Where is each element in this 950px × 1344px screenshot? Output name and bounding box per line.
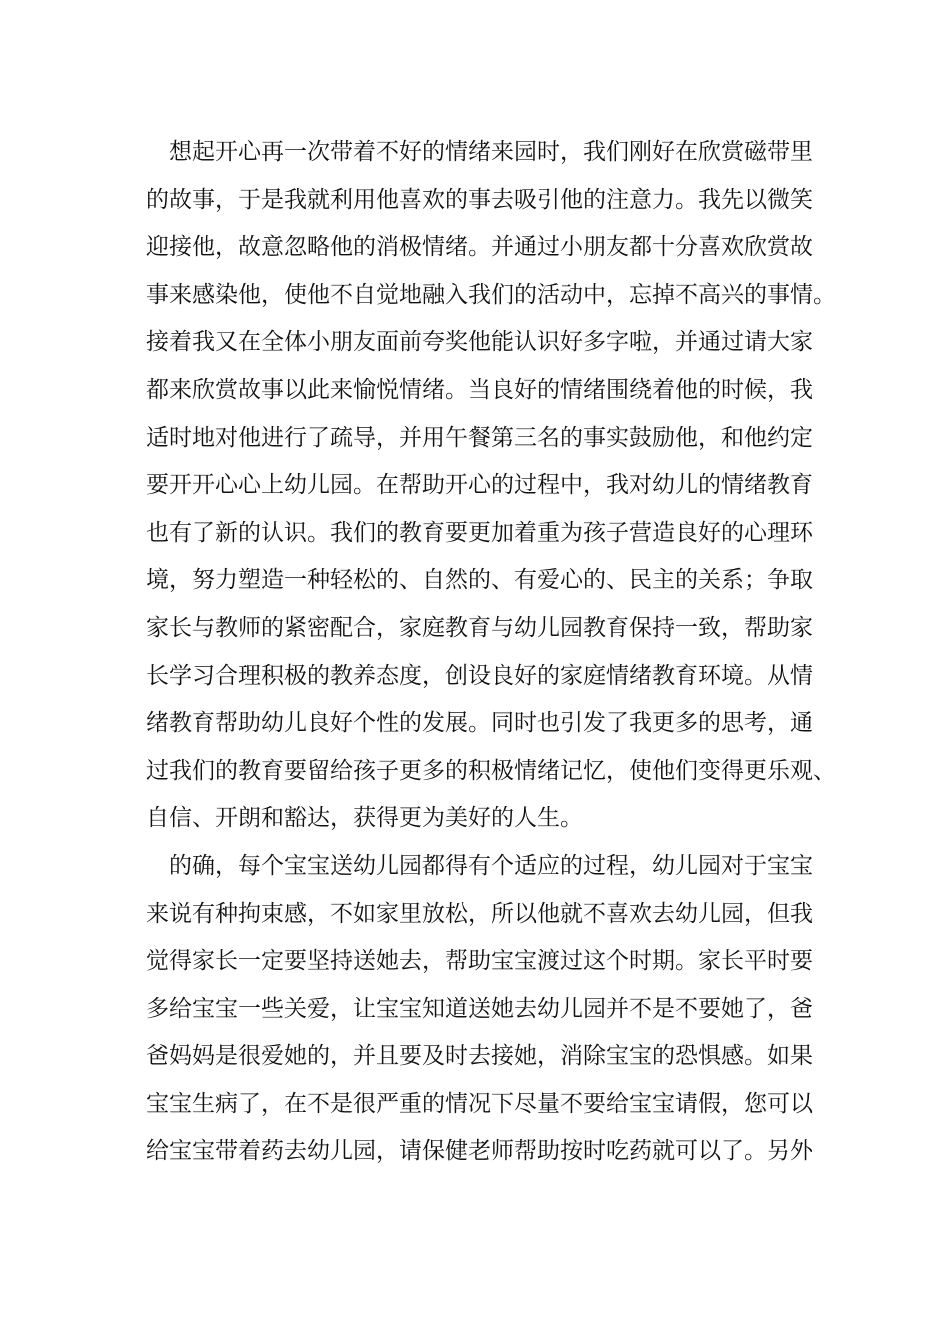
paragraph-1 [146,134,836,848]
text-line: 绪教育帮助幼儿良好个性的发展。同时也引发了我更多的思考，通 [146,710,813,737]
text-line: 多给宝宝一些关爱，让宝宝知道送她去幼儿园并不是不要她了，爸 [146,995,813,1022]
text-line: 要开开心心上幼儿园。在帮助开心的过程中，我对幼儿的情绪教育 [146,472,813,499]
text-line: 来说有种拘束感，不如家里放松，所以他就不喜欢去幼儿园，但我 [146,900,813,927]
text-line: 宝宝生病了，在不是很严重的情况下尽量不要给宝宝请假，您可以 [146,1090,813,1117]
text-line: 适时地对他进行了疏导，并用午餐第三名的事实鼓励他，和他约定 [146,424,813,451]
text-line: 的故事，于是我就利用他喜欢的事去吸引他的注意力。我先以微笑 [146,186,813,213]
text-line: 接着我又在全体小朋友面前夸奖他能认识好多字啦，并通过请大家 [146,329,813,356]
text-line: 想起开心再一次带着不好的情绪来园时，我们刚好在欣赏磁带里 [169,139,813,165]
text-line: 的确，每个宝宝送幼儿园都得有个适应的过程，幼儿园对于宝宝 [169,852,813,879]
text-line: 过我们的教育要留给孩子更多的积极情绪记忆，使他们变得更乐观、 [146,757,836,784]
text-line: 也有了新的认识。我们的教育要更加着重为孩子营造良好的心理环 [146,519,813,546]
text-line: 给宝宝带着药去幼儿园，请保健老师帮助按时吃药就可以了。另外 [146,1138,813,1165]
text-line: 境，努力塑造一种轻松的、自然的、有爱心的、民主的关系；争取 [146,567,813,594]
text-line: 家长与教师的紧密配合，家庭教育与幼儿园教育保持一致，帮助家 [146,614,813,641]
text-line: 事来感染他，使他不自觉地融入我们的活动中，忘掉不高兴的事情。 [146,281,836,308]
text-line: 长学习合理积极的教养态度，创设良好的家庭情绪教育环境。从情 [146,662,813,689]
document-body [146,134,836,1181]
text-line: 觉得家长一定要坚持送她去，帮助宝宝渡过这个时期。家长平时要 [146,948,813,975]
text-line: 迎接他，故意忽略他的消极情绪。并通过小朋友都十分喜欢欣赏故 [146,234,813,261]
text-line: 都来欣赏故事以此来愉悦情绪。当良好的情绪围绕着他的时候，我 [146,376,813,403]
text-line: 爸妈妈是很爱她的，并且要及时去接她，消除宝宝的恐惧感。如果 [146,1043,813,1070]
paragraph-2 [146,848,816,1181]
text-line: 自信、开朗和豁达，获得更为美好的人生。 [146,805,583,832]
